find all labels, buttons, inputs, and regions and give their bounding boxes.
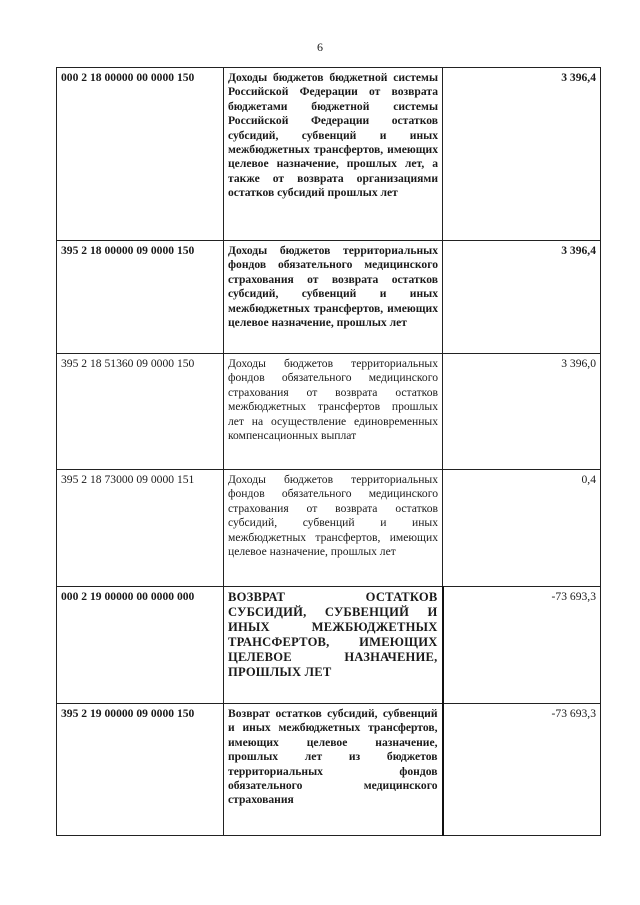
amount-cell: 3 396,4 [443, 68, 601, 241]
amount-cell: 3 396,4 [443, 241, 601, 354]
amount-cell: -73 693,3 [443, 587, 601, 704]
income-name-cell: Доходы бюджетов территориальных фондов обязательного медицинского страхования от возврата остатков межбюджетных трансфертов прошлых лет на осуществление единовременных компенсационных выплат [224, 354, 443, 470]
amount-cell: 3 396,0 [443, 354, 601, 470]
budget-revenue-table [56, 67, 601, 836]
page-number: 6 [317, 40, 323, 54]
budget-code-cell: 000 2 18 00000 00 0000 150 [57, 68, 224, 241]
budget-code-cell: 000 2 19 00000 00 0000 000 [57, 587, 224, 704]
income-name-cell: Доходы бюджетов бюджетной системы Российской Федерации от возврата бюджетами бюджетной системы Российской Федерации остатков субсидий, субвенций и иных межбюджетных трансфертов, имеющих целевое назначение, прошлых лет, а также от возврата организациями остатков субсидий прошлых лет [224, 68, 443, 241]
table-row [57, 704, 601, 836]
income-name-cell: Доходы бюджетов территориальных фондов обязательного медицинского страхования от возврата остатков субсидий, субвенций и иных межбюджетных трансфертов, имеющих целевое назначение, прошлых лет [224, 470, 443, 587]
amount-cell: -73 693,3 [443, 704, 601, 836]
income-name-cell: Доходы бюджетов территориальных фондов обязательного медицинского страхования от возврата остатков субсидий, субвенций и иных межбюджетных трансфертов, имеющих целевое назначение, прошлых лет [224, 241, 443, 354]
table-row [57, 354, 601, 470]
table-row [57, 470, 601, 587]
table-row [57, 68, 601, 241]
income-name-cell: Возврат остатков субсидий, субвенций и иных межбюджетных трансфертов, имеющих целевое назначение, прошлых лет из бюджетов территориальных фондов обязательного медицинского страхования [224, 704, 443, 836]
income-name-cell: ВОЗВРАТ ОСТАТКОВ СУБСИДИЙ, СУБВЕНЦИЙ И ИНЫХ МЕЖБЮДЖЕТНЫХ ТРАНСФЕРТОВ, ИМЕЮЩИХ ЦЕЛЕВОЕ НАЗНАЧЕНИЕ, ПРОШЛЫХ ЛЕТ [224, 587, 443, 704]
amount-cell: 0,4 [443, 470, 601, 587]
table-row [57, 241, 601, 354]
budget-code-cell: 395 2 18 51360 09 0000 150 [57, 354, 224, 470]
table-row [57, 587, 601, 704]
budget-code-cell: 395 2 18 73000 09 0000 151 [57, 470, 224, 587]
budget-code-cell: 395 2 18 00000 09 0000 150 [57, 241, 224, 354]
budget-code-cell: 395 2 19 00000 09 0000 150 [57, 704, 224, 836]
